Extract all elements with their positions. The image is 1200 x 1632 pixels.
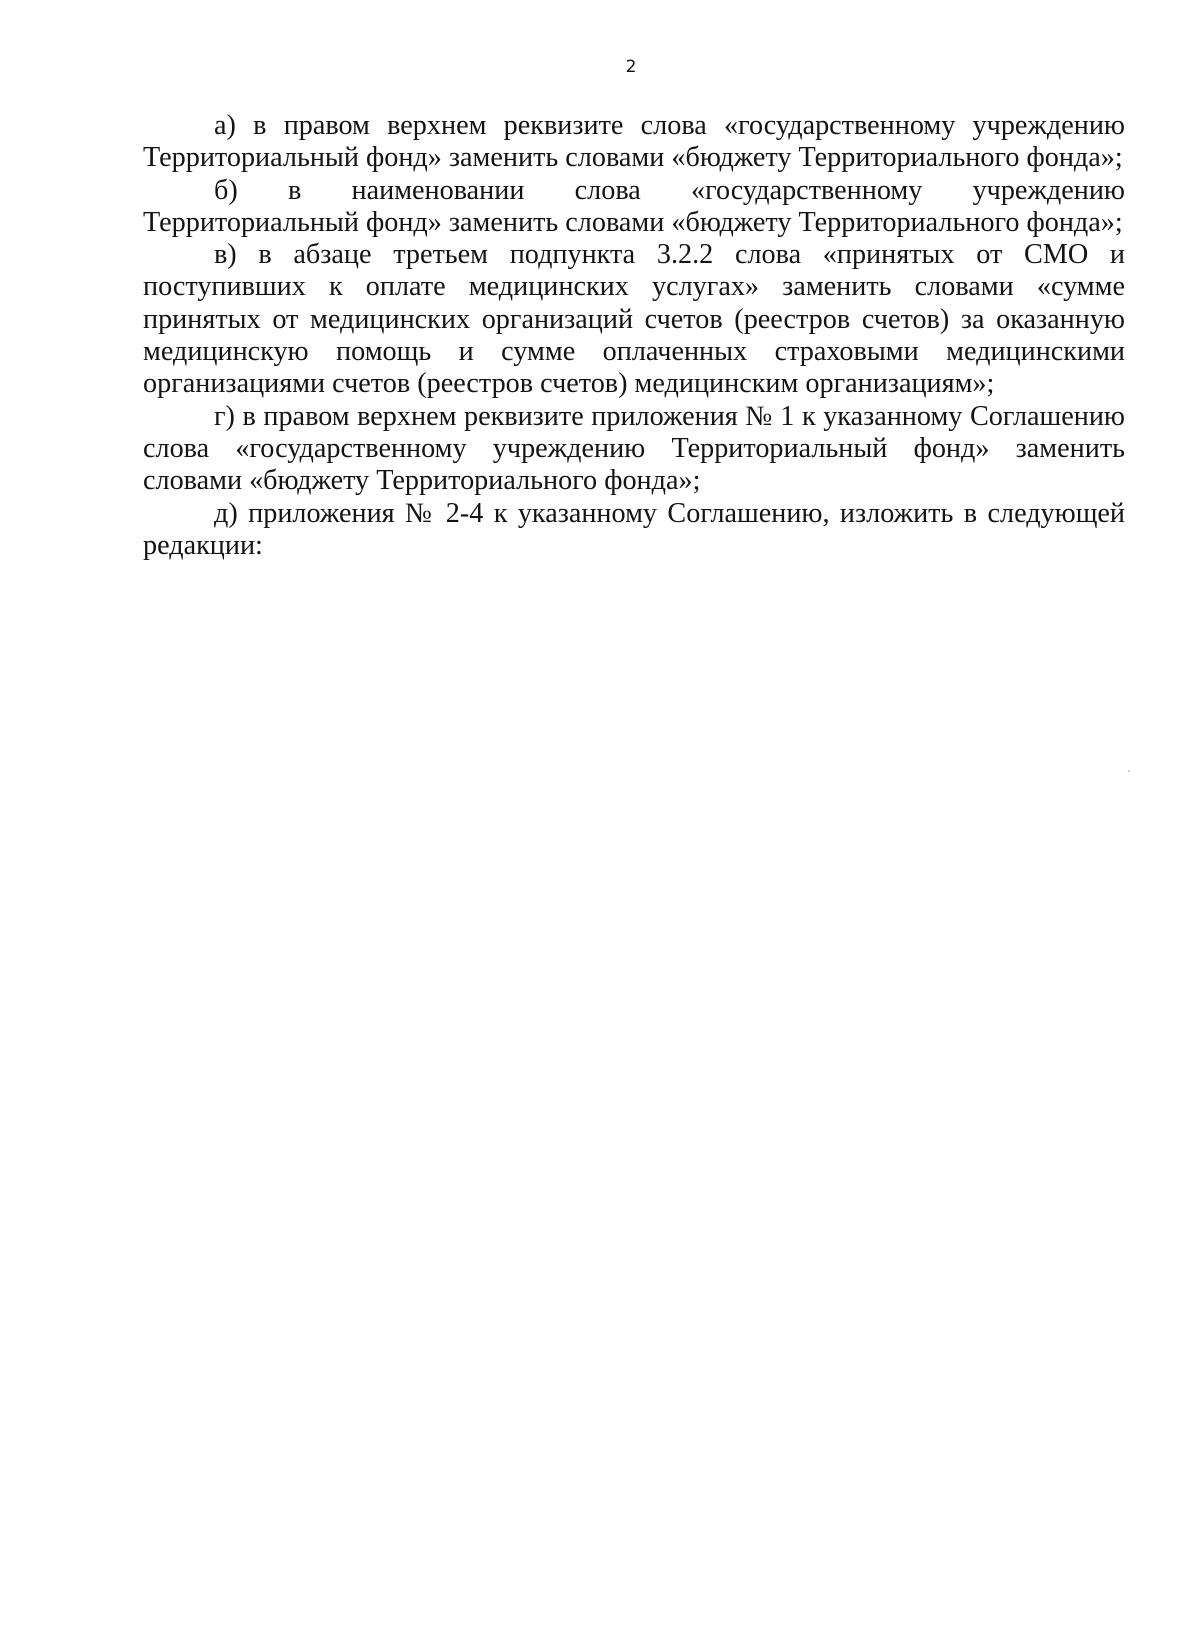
document-body <box>143 110 1125 562</box>
page-number: 2 <box>625 57 637 77</box>
paragraph-g: г) в правом верхнем реквизите приложения № 1 к указанному Соглашению слова «государственному учреждению Территориальный фонд» заменить словами «бюджету Территориального фонда»; <box>143 400 1125 497</box>
paragraph-v: в) в абзаце третьем подпункта 3.2.2 слова «принятых от СМО и поступивших к оплате медицинских услугах» заменить словами «сумме принятых от медицинских организаций счетов (реестров счетов) за оказанную медицинскую помощь и сумме оплаченных страховыми медицинскими организациями счетов (реестров счетов) медицинским организациям»; <box>143 239 1125 400</box>
paragraph-b: б) в наименовании слова «государственному учреждению Территориальный фонд» заменить словами «бюджету Территориального фонда»; <box>143 174 1125 238</box>
paragraph-a: а) в правом верхнем реквизите слова «государственному учреждению Территориальный фонд» заменить словами «бюджету Территориального фонда»; <box>143 110 1125 174</box>
paragraph-d: д) приложения № 2-4 к указанному Соглашению, изложить в следующей редакции: <box>143 497 1125 561</box>
scan-speck <box>1128 770 1130 772</box>
